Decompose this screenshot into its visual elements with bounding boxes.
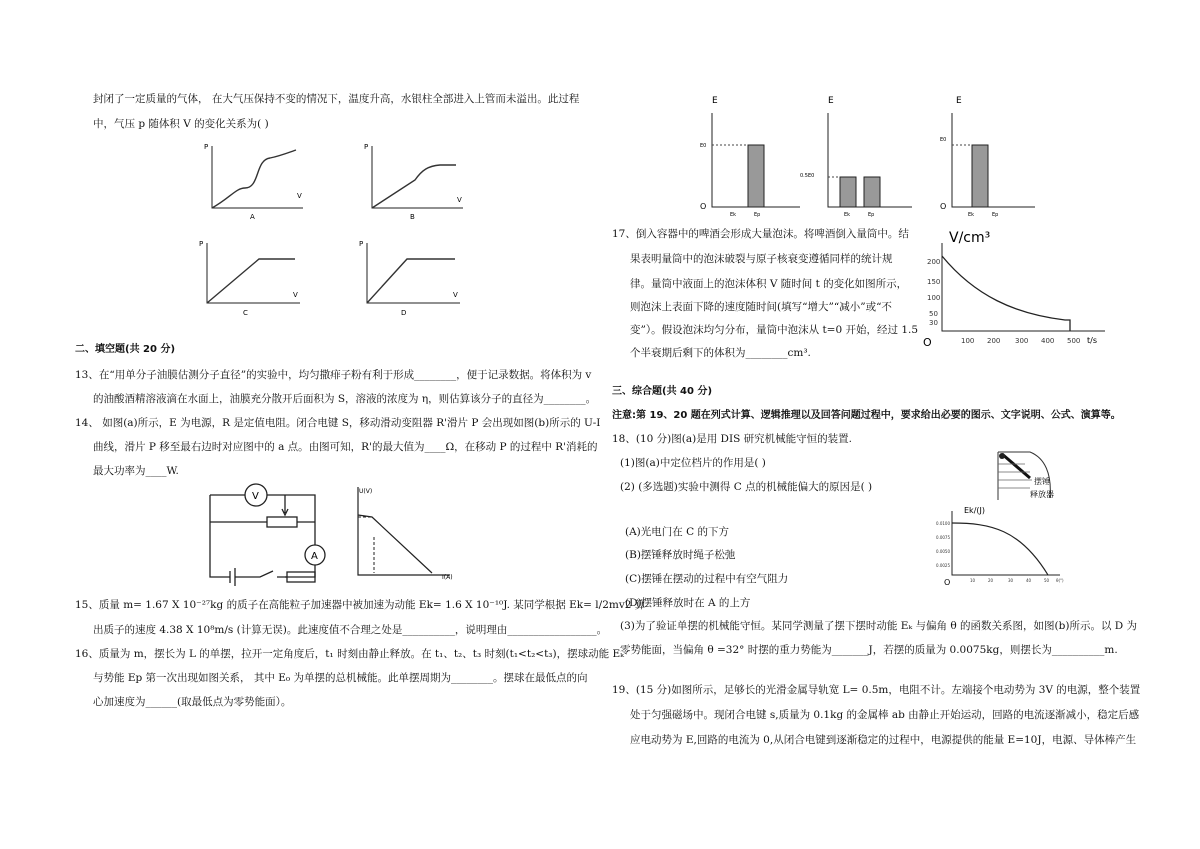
e-axis-label: E xyxy=(712,96,718,106)
q13-line-1: 13、在“用单分子油膜估测分子直径”的实验中，均匀撒痱子粉有利于形成________，便于记录数据。将体积为 v xyxy=(75,369,592,381)
svg-text:30: 30 xyxy=(929,319,938,327)
q17-line-2: 果表明量筒中的泡沫破裂与原子核衰变遵循同样的统计规 xyxy=(630,253,893,265)
decay-x-label: t/s xyxy=(1087,336,1097,345)
voltmeter-label: V xyxy=(252,491,259,502)
svg-text:V: V xyxy=(453,291,458,299)
q14-line-3: 最大功率为____W. xyxy=(93,465,179,477)
q14-line-2: 曲线，滑片 P 移至最右边时对应图中的 a 点。由图可知，R'的最大值为____Ω，在移动 P 的过程中 R'消耗的 xyxy=(93,441,598,453)
svg-text:100: 100 xyxy=(927,294,941,302)
svg-text:0.0100: 0.0100 xyxy=(936,521,950,526)
q18-line-4: (3)为了验证单摆的机械能守恒。某同学测量了摆下摆时动能 Eₖ 与偏角 θ 的函数关系图，如图(b)所示。以 D 为 xyxy=(620,620,1138,632)
energy-bar-chart-t2 xyxy=(800,95,917,220)
svg-text:Ep: Ep xyxy=(868,212,875,218)
q17-line-4: 则泡沫上表面下降的速度随时间(填写“增大”“减小”或“不 xyxy=(630,301,892,313)
section-2-heading: 二、填空题(共 20 分) xyxy=(75,344,176,355)
pv-graph-d xyxy=(355,237,470,317)
svg-text:0.0025: 0.0025 xyxy=(936,563,950,568)
svg-text:V: V xyxy=(293,291,298,299)
q19-line-2: 处于匀强磁场中。现闭合电键 s,质量为 0.1kg 的金属棒 ab 由静止开始运动，回路的电流逐渐减小，稳定后感 xyxy=(630,709,1140,721)
section-3-heading: 三、综合题(共 40 分) xyxy=(612,386,713,397)
q17-line-3: 律。量筒中液面上的泡沫体积 V 随时间 t 的变化如图所示， xyxy=(630,278,908,290)
svg-text:E0: E0 xyxy=(940,137,947,143)
foam-volume-chart xyxy=(925,228,1125,348)
p-label: P xyxy=(204,143,209,151)
q18-option-c: (C)摆锤在摆动的过程中有空气阻力 xyxy=(625,573,789,585)
section-3-note: 注意:第 19、20 题在列式计算、逻辑推理以及回答问题过程中，要求给出必要的图示、文字说明、公式、演算等。 xyxy=(612,410,1121,421)
pendulum-label: 摆锤 xyxy=(1034,477,1050,486)
energy-bar-chart-t3 xyxy=(940,95,1040,220)
svg-text:200: 200 xyxy=(987,337,1001,345)
svg-text:P: P xyxy=(199,240,204,248)
ek-label: Ek xyxy=(730,212,737,218)
svg-text:500: 500 xyxy=(1067,337,1081,345)
ek-y-label: Ek/(J) xyxy=(964,506,985,515)
circuit-diagram xyxy=(205,485,335,580)
svg-text:0.0075: 0.0075 xyxy=(936,535,950,540)
svg-text:200: 200 xyxy=(927,258,941,266)
q17-line-6: 个半衰期后剩下的体积为________cm³. xyxy=(630,347,811,359)
ek-theta-chart xyxy=(930,505,1070,585)
decay-origin: O xyxy=(923,336,932,349)
svg-text:400: 400 xyxy=(1041,337,1055,345)
svg-text:E: E xyxy=(828,96,834,106)
svg-text:100: 100 xyxy=(961,337,975,345)
decay-y-label: V/cm³ xyxy=(949,230,991,246)
svg-text:20: 20 xyxy=(988,578,994,583)
graph-d-label: D xyxy=(401,309,407,317)
svg-text:O: O xyxy=(940,202,947,211)
q18-line-2: (1)图(a)中定位档片的作用是( ) xyxy=(620,457,766,469)
svg-text:Ek: Ek xyxy=(968,212,975,218)
q14-line-1: 14、 如图(a)所示，E 为电源，R 是定值电阻。闭合电键 S，移动滑动变阻器 R'滑片 P 会出现如图(b)所示的 U-I xyxy=(75,417,601,429)
ammeter-label: A xyxy=(311,551,318,562)
svg-text:V: V xyxy=(457,196,462,204)
q19-line-3: 应电动势为 E,回路的电流为 0,从闭合电键到逐渐稳定的过程中，电源提供的能量 E=10J，电源、导体棒产生 xyxy=(630,734,1137,746)
q16-line-3: 心加速度为______(取最低点为零势能面）。 xyxy=(93,696,292,708)
ep-label: Ep xyxy=(754,212,761,218)
q18-option-b: (B)摆锤释放时绳子松弛 xyxy=(625,549,736,561)
pv-graph-a xyxy=(200,140,310,220)
q15-line-1: 15、质量 m= 1.67 X 10⁻²⁷kg 的质子在高能粒子加速器中被加速为动能 Ek= 1.6 X 10⁻¹⁰J. 某同学根据 Ek= l/2mv2 算 xyxy=(75,599,646,611)
q18-line-5: 零势能面，当偏角 θ =32° 时摆的重力势能为_______J，若摆的质量为 0.0075kg，则摆长为__________m. xyxy=(620,644,1118,656)
half-e0-label: 0.5E0 xyxy=(800,173,815,179)
svg-text:300: 300 xyxy=(1015,337,1029,345)
q13-line-2: 的油酸酒精溶液滴在水面上，油膜充分散开后面积为 S，溶液的浓度为 η，则估算该分子的直径为________。 xyxy=(93,393,597,405)
intro-line-2: 中，气压 p 随体积 V 的变化关系为( ) xyxy=(93,118,269,130)
svg-text:30: 30 xyxy=(1008,578,1014,583)
u-axis-label: U(V) xyxy=(359,488,373,495)
q18-line-3: (2) (多选题)实验中测得 C 点的机械能偏大的原因是( ) xyxy=(620,481,873,493)
svg-text:50: 50 xyxy=(1044,578,1050,583)
svg-text:P: P xyxy=(364,143,369,151)
q15-line-2: 出质子的速度 4.38 X 10⁸m/s (计算无误)。此速度值不合理之处是__________，说明理由_________________。 xyxy=(93,624,608,636)
svg-text:50: 50 xyxy=(929,310,938,318)
graph-b-label: B xyxy=(410,213,415,221)
theta-label: θ(°) xyxy=(1056,578,1064,583)
svg-text:0.0050: 0.0050 xyxy=(936,549,950,554)
svg-text:150: 150 xyxy=(927,278,941,286)
q18-option-d: (D)摆锤释放时在 A 的上方 xyxy=(625,597,751,609)
graph-a-label: A xyxy=(250,213,255,221)
e0-label: E0 xyxy=(700,143,707,149)
pv-graph-b xyxy=(360,140,470,220)
svg-text:P: P xyxy=(359,240,364,248)
svg-text:Ep: Ep xyxy=(992,212,999,218)
svg-text:10: 10 xyxy=(970,578,976,583)
pv-graph-c xyxy=(195,237,310,317)
q17-line-5: 变”）。假设泡沫均匀分布，量筒中泡沫从 t=0 开始，经过 1.5 xyxy=(630,324,919,336)
svg-text:40: 40 xyxy=(1026,578,1032,583)
svg-text:O: O xyxy=(944,578,951,587)
q16-line-2: 与势能 Ep 第一次出现如图关系， 其中 E₀ 为单摆的总机械能。此单摆周期为________。摆球在最低点的向 xyxy=(93,672,588,684)
energy-bar-chart-t1 xyxy=(700,95,805,220)
release-label: 释放器 xyxy=(1030,490,1054,499)
q16-line-1: 16、质量为 m，摆长为 L 的单摆，拉开一定角度后，t₁ 时刻由静止释放。在 t₁、t₂、t₃ 时刻(t₁<t₂<t₃)，摆球动能 Eₖ xyxy=(75,648,624,660)
origin-label: O xyxy=(700,202,707,211)
v-label: V xyxy=(297,192,302,200)
q17-line-1: 17、倒入容器中的啤酒会形成大量泡沫。将啤酒倒入量筒中。结 xyxy=(612,228,909,240)
intro-line-1: 封闭了一定质量的气体， 在大气压保持不变的情况下，温度升高，水银柱全部进入上管而未溢出。此过程 xyxy=(93,93,580,105)
i-axis-label: I(A) xyxy=(442,574,453,581)
ui-graph xyxy=(350,485,460,580)
q18-line-1: 18、(10 分)图(a)是用 DIS 研究机械能守恒的装置. xyxy=(612,433,852,445)
q19-line-1: 19、(15 分)如图所示，足够长的光滑金属导轨宽 L= 0.5m，电阻不计。左端接个电动势为 3V 的电源，整个装置 xyxy=(612,684,1141,696)
svg-text:E: E xyxy=(956,96,962,106)
svg-text:Ek: Ek xyxy=(844,212,851,218)
q18-option-a: (A)光电门在 C 的下方 xyxy=(625,526,729,538)
graph-c-label: C xyxy=(243,309,248,317)
pendulum-apparatus xyxy=(990,448,1070,503)
